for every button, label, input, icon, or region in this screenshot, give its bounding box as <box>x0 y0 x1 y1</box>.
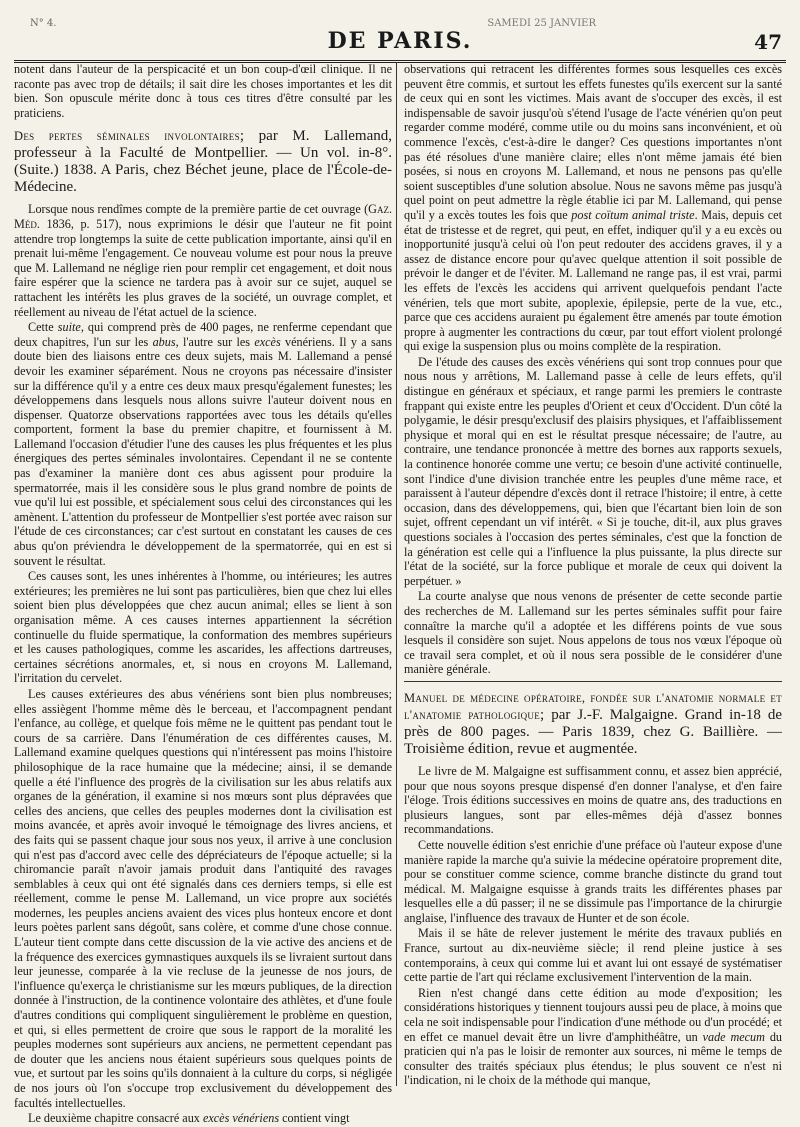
text-run: Le deuxième chapitre consacré aux <box>28 1111 203 1126</box>
text-run: Rien n'est changé dans cette édition au mode d'exposition; les considérations historiques y tiennent toujours aussi peu de place, à moins que cela ne soit indispensable pour l'indication d'une méthode ou d'un procédé; et en effet ce manuel devait être un livre d'amphithéâtre, un <box>404 985 782 1044</box>
paragraph: De l'étude des causes des excès vénériens qui sont trop connues pour que nous nous y arrêtions, M. Lallemand passe à celle de leurs effets, qu'il distingue en généraux et spéciaux, et range parmi les premiers le contraste frappant qui existe entre les peuples d'Orient et ceux d'Occident. D'un côté la polygamie, le désir presqu'exclusif des plaisirs physiques, et l'affaiblissement physique et moral qui en est le résultat presque nécessaire; de l'autre, au contraire, une tendance prononcée à mettre des bornes aux rapports sexuels, la continence honorée comme une vertu; ce besoin d'une activité continuelle, sont l'indice d'une division tranchée entre les peuples d'une même race, et paraissent à l'auteur dépendre d'excès dont il retrace l'histoire; il entre, à cette occasion, dans des développemens, qui, bien que l'écartant bien loin de son sujet, offrent cependant un vif intérêt. « Si je touche, dit-il, aux plus graves questions sociales à l'occasion des pertes séminales, c'est que la fonction de la génération est celle qui a l'influence la plus puissante, la plus directe sur l'état de la société, sur la force publique et morale de ceux qui doivent la perpétuer. » <box>404 354 782 588</box>
text-run: vénériens. Il y a sans doute bien des liaisons entre ces deux sujets, mais M. Lallemand a pensé devoir les examiner séparément. Nous ne croyons pas nécessaire d'insister sur la différence qu'il y a entre ces deux maux presqu'également funestes; les développemens dans lesquels nous allons suivre l'auteur doivent nous en dispenser. Quatorze observations rapportées avec tous les détails qu'elles comportent, forment la base du premier chapitre, et fournissent à M. Lallemand l'occasion d'étudier l'une des causes les plus fréquentes et les plus énergiques des pertes séminales involontaires. Cependant il ne se contente pas d'examiner la manière dont ces abus agissent pour produire la spermatorrée, mais il les considère sous le plus grand nombre de points de vue qu'il lui est possible, et spécialement sous celui des circonstances qui les amènent. L'attention du professeur de Montpellier s'est portée avec raison sur l'étude de ces circonstances; car c'est surtout en constatant les causes de ces abus qu'on préviendra le développement de la spermatorrée, qui en est si souvent le résultat. <box>14 334 393 568</box>
masthead-title: DE PARIS. <box>327 28 473 54</box>
review-title-lallemand <box>14 128 392 196</box>
emphasis: vade mecum <box>702 1029 765 1044</box>
text-run: du praticien qui n'a pas le loisir de remonter aux sources, ni même le temps de consulter des traités spéciaux plus étendus; le plus souvent ce n'est ni l'indication, ni le choix de la méthode qui manque, <box>404 1029 783 1088</box>
issue-date: SAMEDI 25 JANVIER <box>487 18 596 29</box>
section-rule <box>404 681 782 682</box>
text-run: , l'autre sur les <box>175 334 255 349</box>
right-column <box>404 62 782 1089</box>
paragraph: Le livre de M. Malgaigne est suffisamment connu, et assez bien apprécié, pour que nous soyons presque dispensé d'en donner l'analyse, et d'en faire l'éloge. Trois éditions successives en moins de quatre ans, des traductions en plusieurs langues, sont par elles-mêmes déjà d'assez bonnes recommandations. <box>404 763 782 837</box>
text-run: Lorsque nous rendîmes compte de la première partie de cet ouvrage ( <box>28 202 369 217</box>
text-run: 1836, p. 517), nous exprimions le désir que l'auteur ne fit point attendre trop longtemps la suite de cette publication importante, ainsi qu'il en prenait lui-même l'engagement. Ce nouveau volume est pour nous la preuve que M. Lallemand ne néglige rien pour remplir cet engagement, et doit nous faire espérer que la science ne tardera pas à avoir sur ce sujet, auquel se rattachent les intérêts les plus graves de la société, un ouvrage complet, et réellement au niveau de l'état actuel de la science. <box>14 216 392 319</box>
paragraph: La courte analyse que nous venons de présenter de cette seconde partie des recherches de M. Lallemand sur les pertes séminales suffit pour faire connaître la marche qu'il a adoptée et les différens points de vue sous lesquels il considère son sujet. Nous appelons de tous nos vœux l'époque où ce travail sera complet, et où il nous sera possible de le considérer d'une manière générale. <box>404 589 782 677</box>
intro-paragraph: notent dans l'auteur de la perspicacité et un bon coup-d'œil clinique. Il ne raconte pas avec trop de détails; il sait dire les choses importantes et les dit bien. Son opuscule mérite donc à tous ces titres d'être consulté par les praticiens. <box>14 62 392 120</box>
column-divider <box>396 62 397 1086</box>
emphasis: excès <box>254 334 281 349</box>
emphasis: post coïtum animal triste <box>571 207 695 222</box>
paragraph: Les causes extérieures des abus vénériens sont bien plus nombreuses; elles assiègent l'homme même dès le berceau, et l'accompagnent pendant l'enfance, au collège, et quelque fois même ne le quittent pas pendant tout le cours de sa carrière. Dans l'énumération de ces différentes causes, M. Lallemand examine quelques questions qui n'intéressent pas moins l'histoire philosophique de la race humaine que la médecine; ainsi, il se demande quelle a été l'influence des progrès de la civilisation sur les abus relatifs aux organes de la génération, il examine si nos mœurs sont plus dépravées que celles des anciens, que celles des peuples modernes dont la civilisation est moins avancée, et après avoir invoqué le témoignage des livres anciens, et des faits qui se passent chaque jour sous nos yeux, il arrive à une conclusion qui n'est pas d'accord avec celle des dépréciateurs de l'époque actuelle; si la chiromancie paraît n'avoir jamais produit dans l'antiquité des ravages semblables à ceux qui ont été signalés dans ces derniers temps, si elle est réellement, comme le pense M. Lallemand, un vice propre aux sociétés modernes, les peuples anciens avaient des vices plus honteux encore et dont leurs poètes parlent sans dégoût, sans colère, et comme d'une chose connue. L'auteur tient compte dans cette discussion de la vie active des anciens et de la fréquence des exercices gymnastiques auxquels ils se livraient surtout dans leur jeunesse, comparée à la vie recluse de la jeunesse de nos jours, de l'influence qu'exerça le christianisme sur les mœurs publiques, de la direction donnée à l'instruction, de la continence volontaire des athlètes, et d'une foule d'autres conditions qui compliquent singulièrement le problème en question, et qui, si elles permettent de croire que sous le rapport de la moralité les peuples modernes sont supérieurs aux anciens, ne permettent cependant pas de douter que les anciens nous étaient supérieurs sous quelques points de vue, et surtout par les soins qu'ils donnaient à la culture du corps, si négligée de nos jours où l'on s'occupe trop exclusivement du développement des facultés intellectuelles. <box>14 686 392 1110</box>
review-title-details: ; par M. Lallemand, professeur à la Faculté de Montpellier. — Un vol. in-8°. (Suite.) 1838. A Paris, chez Béchet jeune, place de l'École-de-Médecine. <box>14 128 392 196</box>
issue-number: N° 4. <box>30 18 57 29</box>
emphasis: suite <box>57 320 81 335</box>
text-run: contient vingt <box>279 1111 350 1126</box>
paragraph: Ces causes sont, les unes inhérentes à l'homme, ou intérieures; les autres extérieures; les premières ne lui sont pas particulières, bien que chez lui elles soient bien plus développées que chez aucun animal; elles se lient à son organisation même. A ces causes internes appartiennent la sécrétion continuelle du fluide spermatique, la conformation des membres supérieurs et les causes pathologiques, comme les ascarides, les affections dartreuses, certaines sécrétions anormales, et, si nous en croyons M. Lallemand, l'irritation du cervelet. <box>14 569 392 686</box>
review-title-main: Manuel de médecine opératoire, fondée sur l'anatomie normale et l'anatomie pathologique <box>404 690 782 722</box>
text-run: Cette <box>28 320 58 335</box>
citation: Gaz. Méd. <box>14 202 392 231</box>
left-column <box>14 62 392 1127</box>
emphasis: abus <box>152 334 176 349</box>
emphasis: excès vénériens <box>202 1111 280 1126</box>
paragraph <box>14 202 392 319</box>
paragraph <box>404 986 782 1088</box>
text-run: . Mais, depuis cet état de tristesse et de regret, qui peut, en effet, indiquer qu'il y a eu excès ou inopportunité jusqu'à celui où l'on peut redouter des accidens graves, il y a assez de distance encore pour qu'avec quelque attention il soit possible de prévoir le danger et de l'éviter. M. Lallemand ne range pas, il est vrai, parmi les effets de l'excès les accidens qui arrivent quelquefois pendant l'acte vénérien, tels que mort subite, apoplexie, épilepsie, perte de la vue, etc., parce que ces accidens auraient pu également être amenés par toute émotion propre à augmenter les contractions du cœur, par tout effort violent prolongé qui exige la suspension plus ou moins complète de la respiration. <box>404 207 782 354</box>
paragraph: Cette nouvelle édition s'est enrichie d'une préface où l'auteur expose d'une manière rapide la marche qu'a suivie la médecine opératoire proprement dite, pour se constituer comme science, comme branche distincte du grand tout médical. M. Malgaigne esquisse à grands traits les différentes phases par lesquelles elle a dû passer; il ne se dissimule pas l'importance de la chirurgie anglaise, l'influence des travaux de Hunter et de son école. <box>404 837 782 925</box>
paragraph <box>404 62 782 354</box>
review-title-details: ; par J.-F. Malgaigne. Grand in-18 de près de 800 pages. — Paris 1839, chez G. Baillière. — Troisième édition, revue et augmentée. <box>404 706 782 757</box>
paragraph <box>14 320 392 568</box>
text-run: observations qui retracent les différentes formes sous lesquelles ces excès peuvent être commis, et surtout les effets funestes qu'ils exercent sur la santé de ceux qui en sont les victimes. Mais avant de s'occuper des excès, il est indispensable de savoir jusqu'où s'étend l'usage de l'acte vénérien qu'on peut regarder comme modéré, comme utile ou du moins sans inconvénient, et où commence l'excès, c'est-à-dire le danger? Ces questions importantes n'ont pas été résolues d'une manière claire; elles n'ont même jamais été bien posées, si nous en croyons M. Lallemand, et nous ne pensons pas qu'elle soient susceptibles d'une solution absolue. Nous ne savons même pas jusqu'à quel point on peut admettre la règle établie ici par M. Lallemand, qui pense qu'il y a excès toutes les fois que <box>404 62 782 222</box>
text-run: , qui comprend près de 400 pages, ne renferme cependant que deux chapitres, l'un sur les <box>14 320 392 349</box>
paragraph <box>14 1111 392 1126</box>
review-title-main: Des pertes séminales involontaires <box>14 129 240 144</box>
paragraph: Mais il se hâte de relever justement le mérite des travaux publiés en France, surtout au dix-neuvième siècle; il rend pleine justice à ses contemporains, à ceux qui comme lui et avant lui ont essayé de systématiser cette partie de l'art qui réclame exclusivement l'intervention de la main. <box>404 926 782 985</box>
page-header <box>14 14 786 62</box>
page-number: 47 <box>754 30 782 54</box>
review-title-malgaigne <box>404 690 782 758</box>
